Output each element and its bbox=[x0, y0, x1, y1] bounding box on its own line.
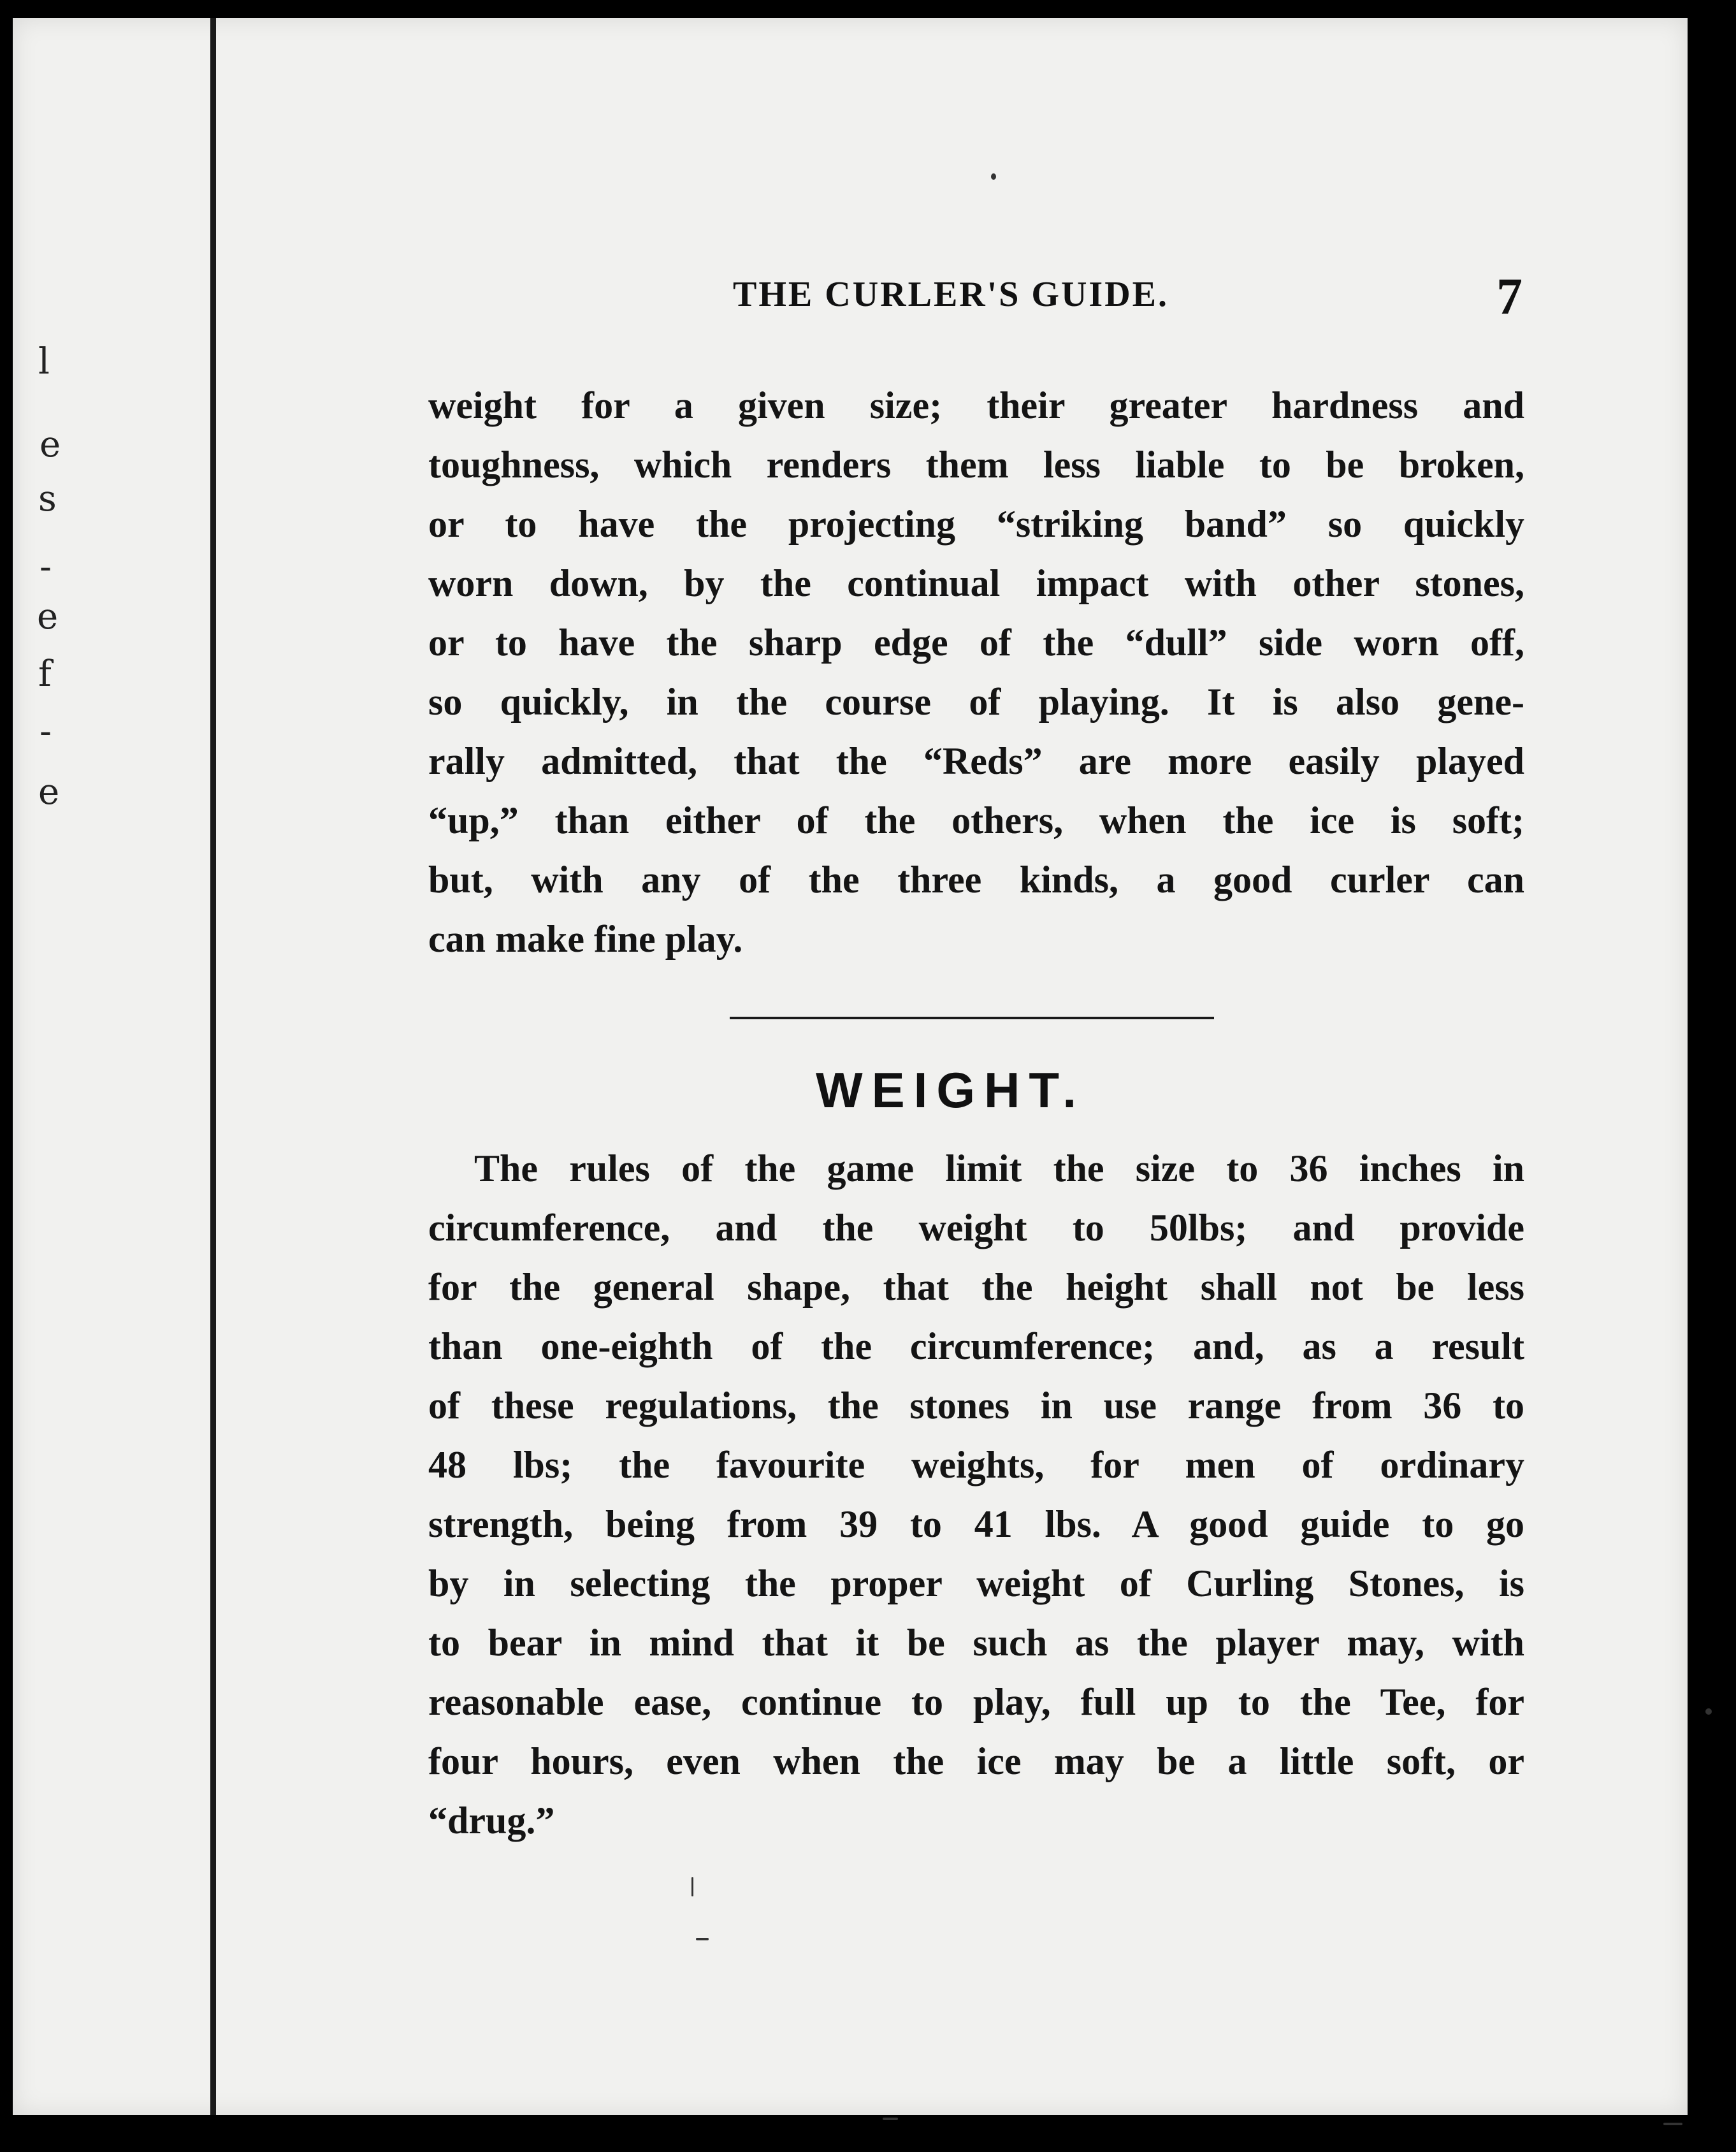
scan-speck bbox=[691, 1877, 693, 1896]
margin-fragment: - bbox=[40, 711, 52, 752]
scan-speck bbox=[883, 2118, 898, 2120]
binding-gutter bbox=[210, 18, 216, 2115]
text-line: toughness, which renders them less liable to be broken, bbox=[428, 444, 1524, 486]
paragraph-2 bbox=[428, 1139, 1524, 1850]
margin-fragment: - bbox=[40, 546, 52, 588]
scan-speck bbox=[1663, 2123, 1682, 2125]
text-line: worn down, by the continual impact with other stones, bbox=[428, 562, 1524, 604]
margin-fragment: e bbox=[40, 424, 61, 465]
text-line: of these regulations, the stones in use range from 36 to bbox=[428, 1385, 1524, 1427]
running-head: THE CURLER'S GUIDE. bbox=[733, 275, 1169, 314]
margin-fragment: f bbox=[38, 653, 52, 695]
margin-fragment: l bbox=[38, 341, 50, 382]
page-number: 7 bbox=[1496, 267, 1523, 325]
text-line: “up,” than either of the others, when the ice is soft; bbox=[428, 799, 1524, 841]
text-line: to bear in mind that it be such as the player may, with bbox=[428, 1622, 1524, 1664]
text-line: four hours, even when the ice may be a little soft, or bbox=[428, 1740, 1524, 1782]
paragraph-1 bbox=[428, 376, 1524, 969]
margin-fragment: e bbox=[38, 771, 60, 813]
margin-fragment: e bbox=[37, 596, 59, 637]
text-line: can make fine play. bbox=[428, 918, 743, 960]
text-line: circumference, and the weight to 50lbs; and provide bbox=[428, 1207, 1524, 1249]
text-line: rally admitted, that the “Reds” are more easily played bbox=[428, 740, 1524, 782]
scan-speck bbox=[696, 1938, 709, 1940]
text-line: reasonable ease, continue to play, full up to the Tee, for bbox=[428, 1681, 1524, 1723]
text-line: 48 lbs; the favourite weights, for men of ordinary bbox=[428, 1444, 1524, 1486]
text-line: than one-eighth of the circumference; and, as a result bbox=[428, 1325, 1524, 1367]
text-line: so quickly, in the course of playing. It is also gene- bbox=[428, 681, 1524, 723]
text-line: or to have the projecting “striking band” so quickly bbox=[428, 503, 1524, 545]
text-line: “drug.” bbox=[428, 1799, 555, 1842]
scan-speck bbox=[991, 173, 996, 180]
text-line: strength, being from 39 to 41 lbs. A good guide to go bbox=[428, 1503, 1524, 1545]
text-line: The rules of the game limit the size to 36 inches in bbox=[474, 1147, 1524, 1189]
text-line: by in selecting the proper weight of Curling Stones, is bbox=[428, 1562, 1524, 1604]
scan-speck bbox=[1705, 1708, 1712, 1715]
text-line: weight for a given size; their greater hardness and bbox=[428, 384, 1524, 426]
text-line: but, with any of the three kinds, a good curler can bbox=[428, 859, 1524, 901]
margin-fragment: s bbox=[38, 478, 57, 520]
section-divider bbox=[730, 1017, 1214, 1019]
section-heading: WEIGHT. bbox=[816, 1062, 1085, 1118]
text-line: for the general shape, that the height shall not be less bbox=[428, 1266, 1524, 1308]
text-line: or to have the sharp edge of the “dull” side worn off, bbox=[428, 622, 1524, 664]
